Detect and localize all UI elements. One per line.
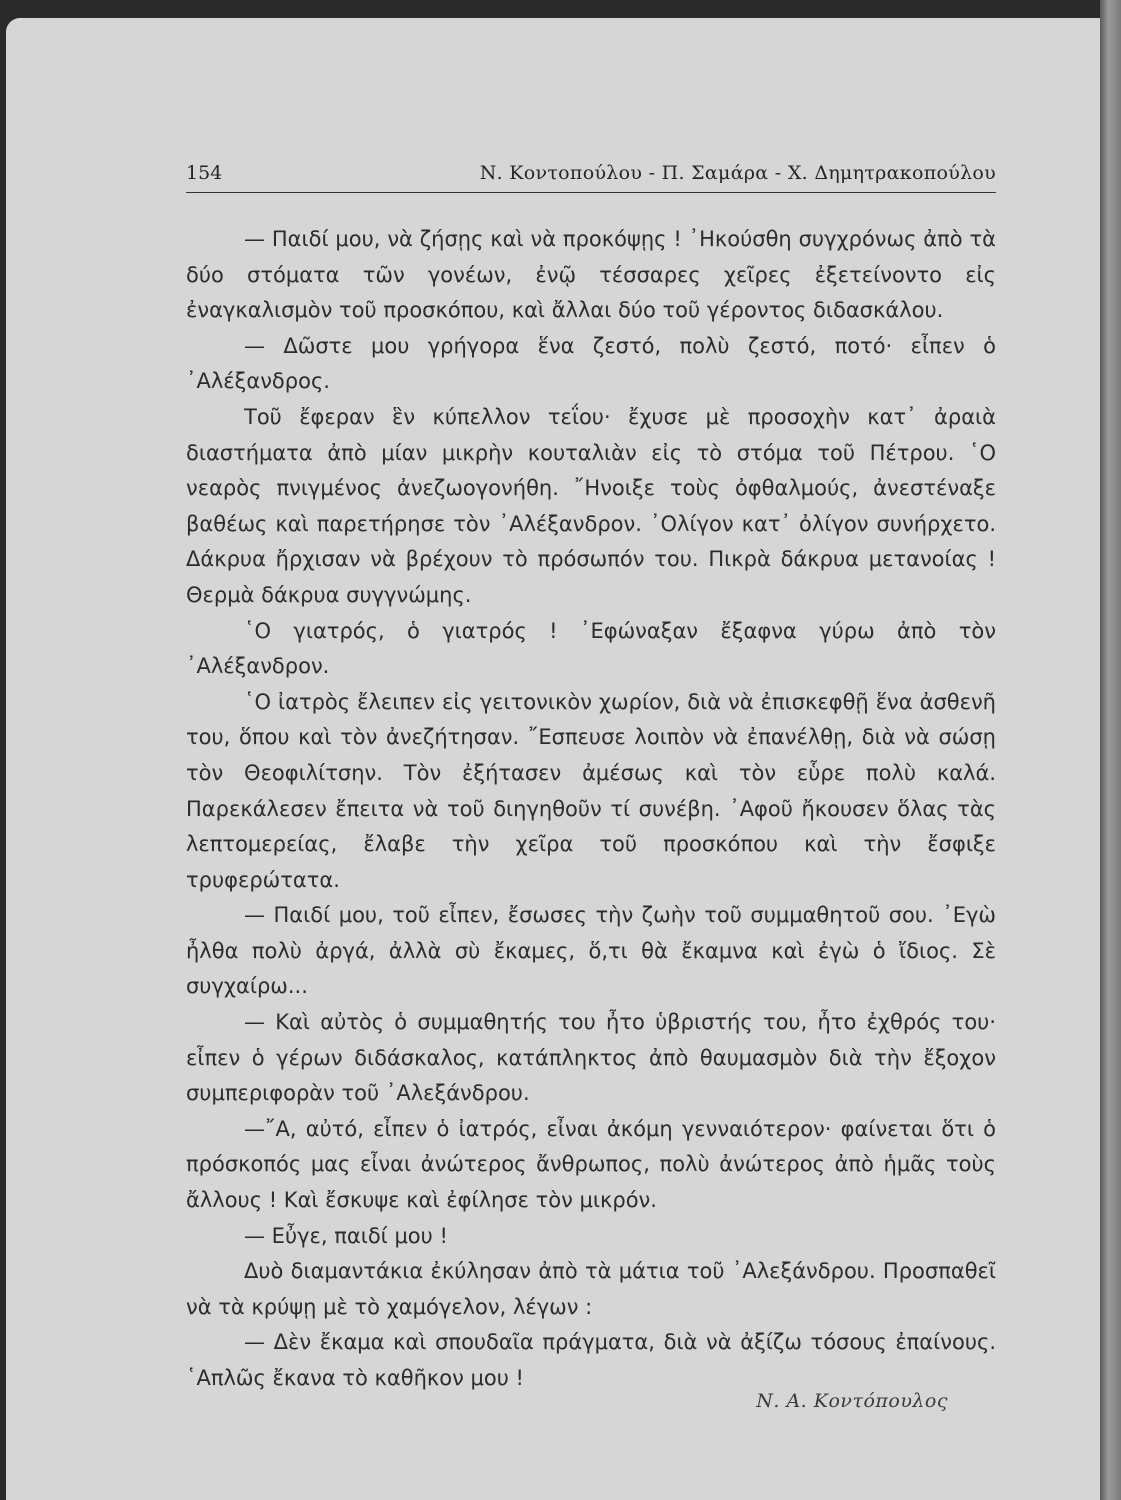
paragraph: — Δὲν ἔκαμα καὶ σπουδαῖα πράγματα, διὰ νὰ ἀξίζω τόσους ἐπαίνους. ῾Απλῶς ἔκανα τὸ καθῆκον μου ! xyxy=(186,1330,996,1390)
paragraph: — Δῶστε μου γρήγορα ἕνα ζεστό, πολὺ ζεστό, ποτό· εἶπεν ὁ ᾿Αλέξανδρος. xyxy=(186,333,996,394)
paragraph: ῾Ο γιατρός, ὁ γιατρός ! ᾿Εφώναξαν ἔξαφνα γύρω ἀπὸ τὸν ᾿Αλέξανδρον. xyxy=(186,618,996,679)
running-head: Ν. Κοντοπούλου - Π. Σαμάρα - Χ. Δημητρακοπούλου xyxy=(479,162,996,184)
paragraph: ῾Ο ἰατρὸς ἔλειπεν εἰς γειτονικὸν χωρίον, διὰ νὰ ἐπισκεφθῇ ἕνα ἀσθενῆ του, ὅπου καὶ τὸν ἀνεζήτησαν. ῎Εσπευσε λοιπὸν νὰ ἐπανέλθῃ, διὰ νὰ σώσῃ τὸν Θεοφιλίτσην. Τὸν ἐξήτασεν ἀμέσως καὶ τὸν εὗρε πολὺ καλά. Παρεκάλεσεν ἔπειτα νὰ τοῦ διηγηθοῦν τί συνέβη. ᾿Αφοῦ ἤκουσεν ὅλας τὰς λεπτομερείας, ἔλαβε τὴν χεῖρα τοῦ προσκόπου καὶ τὴν ἔσφιξε τρυφερώτατα. xyxy=(186,689,996,892)
paragraph: — Παιδί μου, τοῦ εἶπεν, ἔσωσες τὴν ζωὴν τοῦ συμμαθητοῦ σου. ᾿Εγὼ ἦλθα πολὺ ἀργά, ἀλλὰ σὺ ἔκαμες, ὅ,τι θὰ ἔκαμνα καὶ ἐγὼ ὁ ἴδιος. Σὲ συγχαίρω... xyxy=(186,903,996,999)
body-text xyxy=(186,222,996,1397)
paragraph: — Εὖγε, παιδί μου ! xyxy=(244,1223,448,1248)
paragraph: Τοῦ ἔφεραν ἓν κύπελλον τεΐου· ἔχυσε μὲ προσοχὴν κατ᾿ ἀραιὰ διαστήματα ἀπὸ μίαν μικρὴν κουταλιὰν εἰς τὸ στόμα τοῦ Πέτρου. ῾Ο νεαρὸς πνιγμένος ἀνεζωογονήθη. ῎Ηνοιξε τοὺς ὀφθαλμούς, ἀνεστέναξε βαθέως καὶ παρετήρησε τὸν ᾿Αλέξανδρον. ᾿Ολίγον κατ᾿ ὀλίγον συνήρχετο. Δάκρυα ἤρχισαν νὰ βρέχουν τὸ πρόσωπόν του. Πικρὰ δάκρυα μετανοίας ! Θερμὰ δάκρυα συγγνώμης. xyxy=(186,404,996,607)
paragraph: Δυὸ διαμαντάκια ἐκύλησαν ἀπὸ τὰ μάτια τοῦ ᾿Αλεξάνδρου. Προσπαθεῖ νὰ τὰ κρύψῃ μὲ τὸ χαμόγελον, λέγων : xyxy=(186,1259,996,1319)
paragraph: — Καὶ αὐτὸς ὁ συμμαθητής του ἦτο ὑβριστής του, ἦτο ἐχθρός του· εἶπεν ὁ γέρων διδάσκαλος, κατάπληκτος ἀπὸ θαυμασμὸν διὰ τὴν ἔξοχον συμπεριφορὰν τοῦ ᾿Αλεξάνδρου. xyxy=(186,1010,996,1106)
author-signature: Ν. Α. Κοντόπουλος xyxy=(756,1390,948,1412)
book-page xyxy=(6,18,1100,1500)
page-number: 154 xyxy=(186,162,223,184)
book-spine-edge xyxy=(1100,0,1121,1500)
paragraph: —῎Α, αὐτό, εἶπεν ὁ ἰατρός, εἶναι ἀκόμη γενναιότερον· φαίνεται ὅτι ὁ πρόσκοπός μας εἶναι ἀνώτερος ἄνθρωπος, πολὺ ἀνώτερος ἀπὸ ἡμᾶς τοὺς ἄλλους ! Καὶ ἔσκυψε καὶ ἐφίλησε τὸν μικρόν. xyxy=(186,1116,996,1213)
paragraph: — Παιδί μου, νὰ ζήσῃς καὶ νὰ προκόψῃς ! ᾿Ηκούσθη συγχρόνως ἀπὸ τὰ δύο στόματα τῶν γονέων, ἐνῷ τέσσαρες χεῖρες ἐξετείνοντο εἰς ἐναγκαλισμὸν τοῦ προσκόπου, καὶ ἄλλαι δύο τοῦ γέροντος διδασκάλου. xyxy=(186,227,996,323)
page-header xyxy=(186,158,996,193)
